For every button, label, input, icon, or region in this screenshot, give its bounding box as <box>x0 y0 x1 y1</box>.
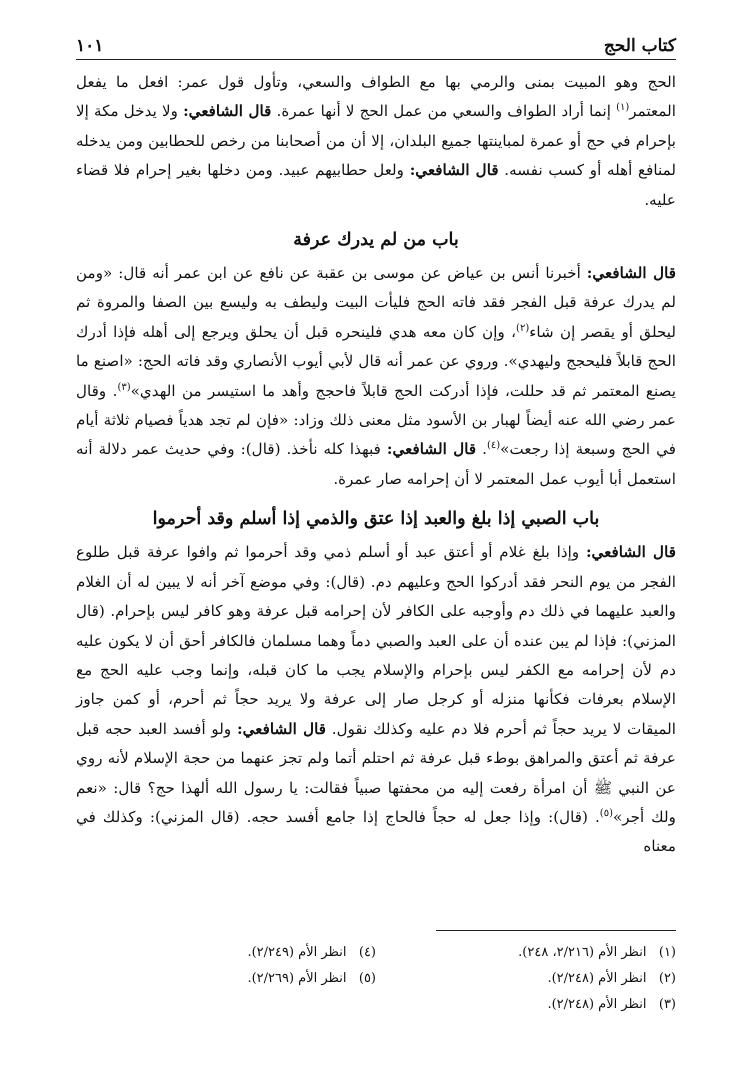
footnote-number: (٣) <box>658 997 676 1012</box>
speaker-label: قال الشافعي: <box>409 161 499 180</box>
footnote-text: انظر الأم (٢/٢٤٩). <box>247 945 347 960</box>
footnote-divider <box>436 930 676 931</box>
speaker-label: قال الشافعي: <box>386 440 477 459</box>
footnote <box>396 940 676 966</box>
text-run: . (قال): وإذا جعل له حجاً فالحاج إذا جامع أفسد حجه. (قال المزني): وكذلك في معناه <box>76 807 676 856</box>
page-number: ١٠١ <box>76 36 104 56</box>
footnote-column-right <box>396 940 676 1018</box>
text-run: الحج وهو المبيت بمنى والرمي بها مع الطواف والسعي، وتأول قول عمر: افعل ما يفعل المعتمر <box>76 73 676 121</box>
footnote-number: (٥) <box>358 971 376 986</box>
footnote-ref: (٥) <box>599 807 613 819</box>
book-title: كتاب الحج <box>603 36 676 56</box>
paragraph-intro <box>76 68 676 215</box>
footnote <box>96 966 376 992</box>
footnote-number: (٤) <box>358 945 376 960</box>
text-run: . وقال عمر رضي الله عنه أيضاً لهبار بن الأسود مثل معنى ذلك وزاد: «فإن لم تجد هدياً فصيام ثلاثة أيام في الحج وسبعة إذا رجعت» <box>76 381 677 459</box>
footnote-number: (١) <box>658 945 676 960</box>
text-run: ولو أفسد العبد حجه قبل عرفة ثم أعتق والمراهق بوطء قبل عرفة ثم احتلم أتما ولم تجز عنهما من حجة الإسلام لأنه روي عن النبي ﷺ أن امرأة رفعت إليه من محفتها صبياً فقالت: يا رسول الله ألهذا حج؟ قال: «نعم ولك أجر» <box>76 719 676 826</box>
text-run: فبهذا كله نأخذ. (قال): وفي حديث عمر دلالة أنه استعمل أبا أيوب عمل المعتمر لا أن إحرامه صار عمرة. <box>76 440 676 488</box>
footnote-text: انظر الأم (٢/٢٦٩). <box>247 971 347 986</box>
speaker-label: قال الشافعي: <box>236 719 326 738</box>
footnote <box>396 966 676 992</box>
footnote-number: (٢) <box>658 971 676 986</box>
footnote-text: انظر الأم (٢/٢٤٨). <box>547 971 647 986</box>
running-header <box>76 30 676 60</box>
chapter-body <box>76 538 676 861</box>
footnote <box>96 940 376 966</box>
footnote-ref: (٣) <box>117 381 131 393</box>
text-run: إنما أراد الطواف والسعي من عمل الحج لا أنها عمرة. <box>271 102 617 121</box>
footnote-ref: (٤) <box>486 440 501 452</box>
document-page <box>76 30 676 862</box>
footnote-ref: (٢) <box>516 322 530 334</box>
footnote-text: انظر الأم (٢/٢٤٨). <box>547 997 647 1012</box>
text-run: ، وإن كان معه هدي فلينحره قبل أن يحلق ويرجع إلى أهله فإذا أدرك الحج قابلاً فليحجج وليهدي». وروي عن عمر أنه قال لأبي أيوب الأنصاري وقد فاته الحج: «اصنع ما يصنع المعتمر ثم قد حللت، فإذا أدركت الحج قابلاً فاحجج وأهد ما استيسر من الهدي» <box>76 322 676 400</box>
chapter-body <box>76 259 676 494</box>
chapter-heading: باب من لم يدرك عرفة <box>293 230 459 251</box>
text-run: وإذا بلغ غلام أو أعتق عبد أو أسلم ذمي وقد أحرموا ثم وافوا عرفة قبل طلوع الفجر من يوم النحر فقد أدركوا الحج وعليهم دم. (قال): وفي موضع آخر أنه لا يبين له أن الغلام والعبد عليهما في ذلك دم وأوجبه على الكافر لأن إحرامه قبل عرفة وهو كافر ليس بإحرام. (قال المزني): فإذا لم يبن عنده أن على العبد والصبي دماً وهما مسلمان فالكافر أحق أن لا يكون عليه دم لأن إحرامه مع الكفر ليس بإحرام والإسلام يجب ما كان قبله، وإنما وجب عليه الحج مع الإسلام بعرفات فكأنها منزله أو كرجل صار إلى عرفة ولا يريد حجاً ثم أحرم، أو كمن جاوز الميقات لا يريد حجاً ثم أحرم فلا دم عليه وكذلك نقول. <box>76 543 676 738</box>
footnote-text: انظر الأم (٢/٢١٦، ٢٤٨). <box>518 945 647 960</box>
text-run: ولعل حطابيهم عبيد. ومن دخلها بغير إحرام فلا قضاء عليه. <box>76 161 676 209</box>
speaker-label: قال الشافعي: <box>585 543 676 562</box>
speaker-label: قال الشافعي: <box>586 264 676 283</box>
text-run: . <box>476 440 487 459</box>
text-run: ولا يدخل مكة إلا بإحرام في حج أو عمرة لمباينتها جميع البلدان، إلا أن من أصحابنا من رخص للحطابين ومن يدخله لمنافع أهله أو كسب نفسه. <box>76 102 676 180</box>
footnote-ref: (١) <box>616 102 630 114</box>
footnote <box>396 992 676 1018</box>
speaker-label: قال الشافعي: <box>183 102 272 121</box>
footnote-column-left <box>96 940 376 992</box>
chapter-heading: باب الصبي إذا بلغ والعبد إذا عتق والذمي إذا أسلم وقد أحرموا <box>152 509 600 530</box>
text-run: أخبرنا أنس بن عياض عن موسى بن عقبة عن نافع عن ابن عمر أنه قال: «ومن لم يدرك عرفة قبل الفجر فقد فاته الحج فليأت البيت وليطف به وليسع بين الصفا والمروة ثم ليحلق أو يقصر إن شاء <box>76 264 676 341</box>
